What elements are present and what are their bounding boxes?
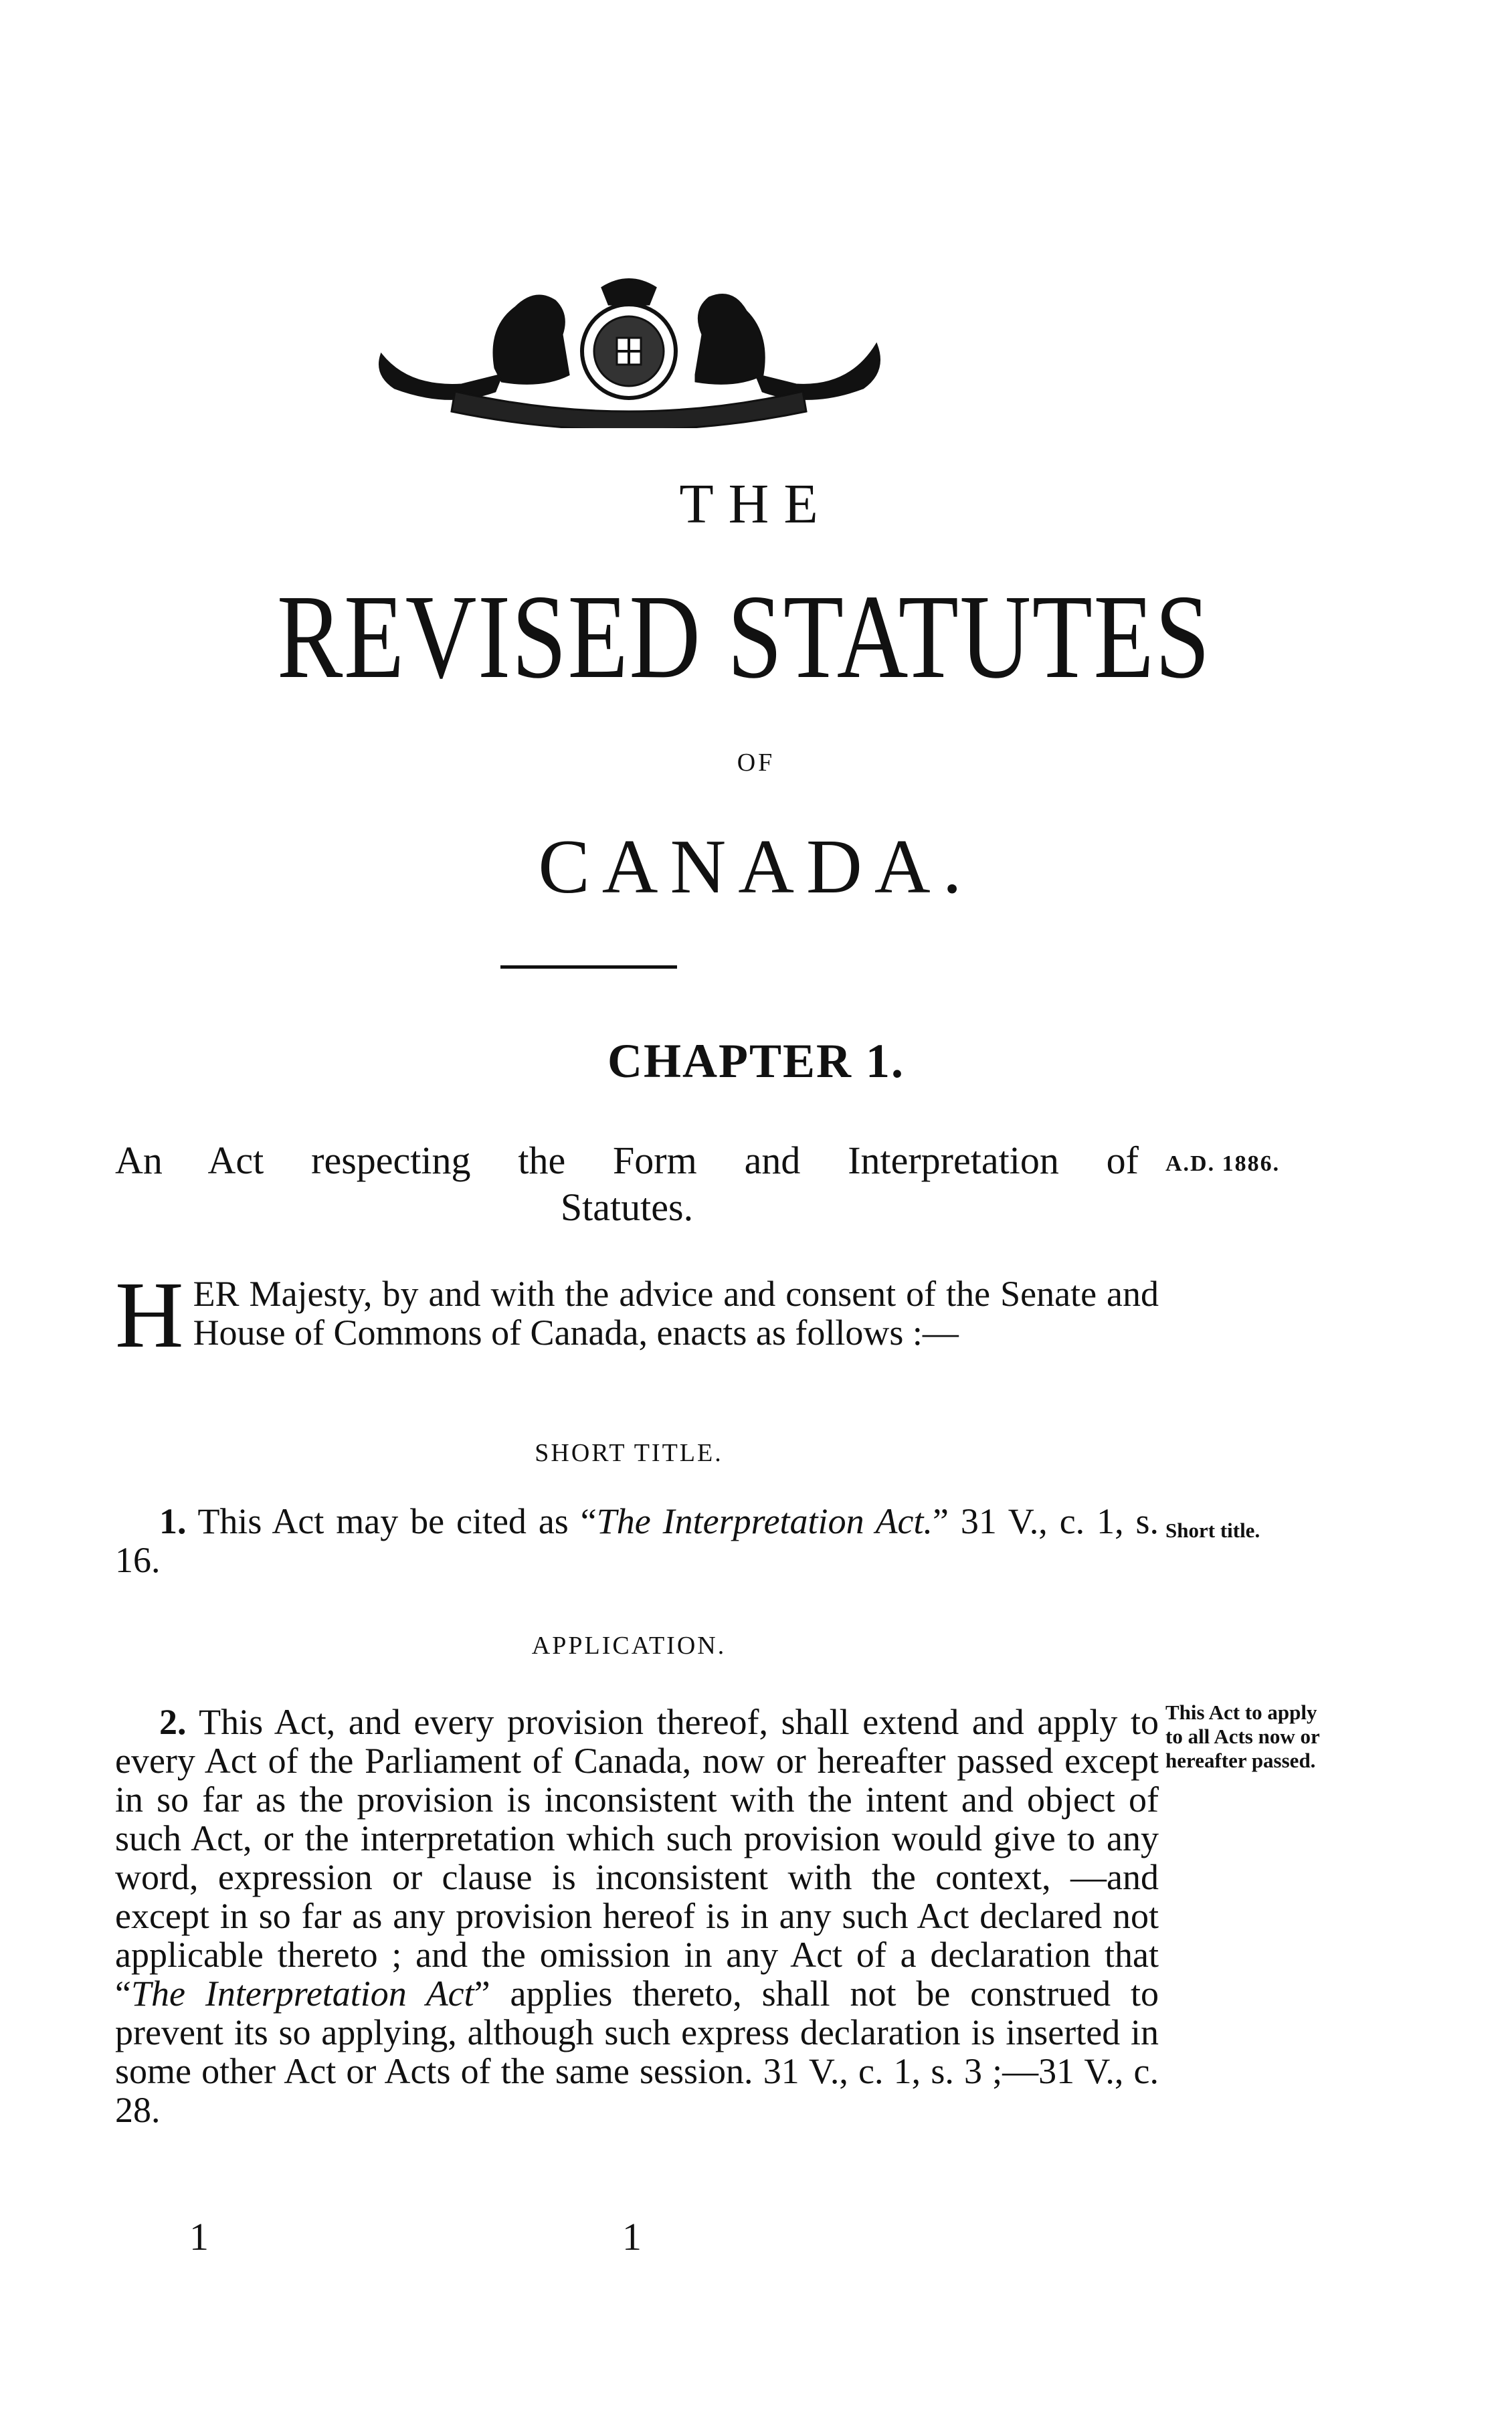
title-of: OF (737, 749, 775, 777)
chapter-heading: CHAPTER 1. (607, 1034, 905, 1088)
title-divider (500, 965, 677, 969)
section-text: This Act may be cited as “ (197, 1501, 597, 1541)
signature-mark: 1 (189, 2215, 209, 2258)
royal-crest-icon (368, 274, 890, 428)
page-number: 1 (622, 2215, 642, 2258)
drop-cap: H (115, 1262, 184, 1367)
title-the: THE (679, 473, 833, 535)
section-1 (115, 1502, 1159, 1579)
margin-note-date: A.D. 1886. (1165, 1151, 1281, 1176)
section-heading-short-title: SHORT TITLE. (535, 1439, 723, 1467)
enacting-clause-text: ER Majesty, by and with the advice and consent of the Senate and House of Commons of Canada, enacts as follows :— (193, 1274, 1159, 1353)
section-text-end: ” applies thereto, shall not be construed to prevent its so applying, although such express declaration is inserted in some other Act or Acts of the same session. 31 V., c. 1, s. 3 ;—31 V., c. 28. (115, 1973, 1159, 2130)
section-2 (115, 1703, 1159, 2129)
section-text-end: ” 31 V., c. 1, s. 16. (115, 1501, 1159, 1580)
act-title (115, 1137, 1139, 1231)
margin-note-short-title: Short title. (1165, 1519, 1260, 1542)
act-title-line-1: An Act respecting the Form and Interpretation of (115, 1139, 1139, 1182)
section-number: 2. (159, 1702, 187, 1742)
section-italic-title: The Interpretation Act (130, 1973, 474, 2014)
section-italic-title: The Interpretation Act. (596, 1501, 933, 1541)
enacting-clause (115, 1262, 1159, 1367)
title-country: CANADA. (538, 824, 974, 910)
crest-motto (0, 0, 1, 1)
section-number: 1. (159, 1501, 187, 1541)
section-text: This Act, and every provision thereof, shall extend and apply to every Act of the Parliament of Canada, now or hereafter passed except in so far as the provision is inconsistent with the intent and object of such Act, or the interpretation which such provision would give to any word, expression or clause is inconsistent with the context, —and except in so far as any provision hereof is in any such Act declared not applicable thereto ; and the omission in any Act of a declaration that “ (115, 1702, 1159, 2014)
section-heading-application: APPLICATION. (531, 1632, 727, 1660)
margin-note-application: This Act to apply to all Acts now or hereafter passed. (1165, 1701, 1320, 1772)
act-title-line-2: Statutes. (560, 1185, 694, 1229)
title-revised-statutes: REVISED STATUTES (276, 570, 1212, 703)
